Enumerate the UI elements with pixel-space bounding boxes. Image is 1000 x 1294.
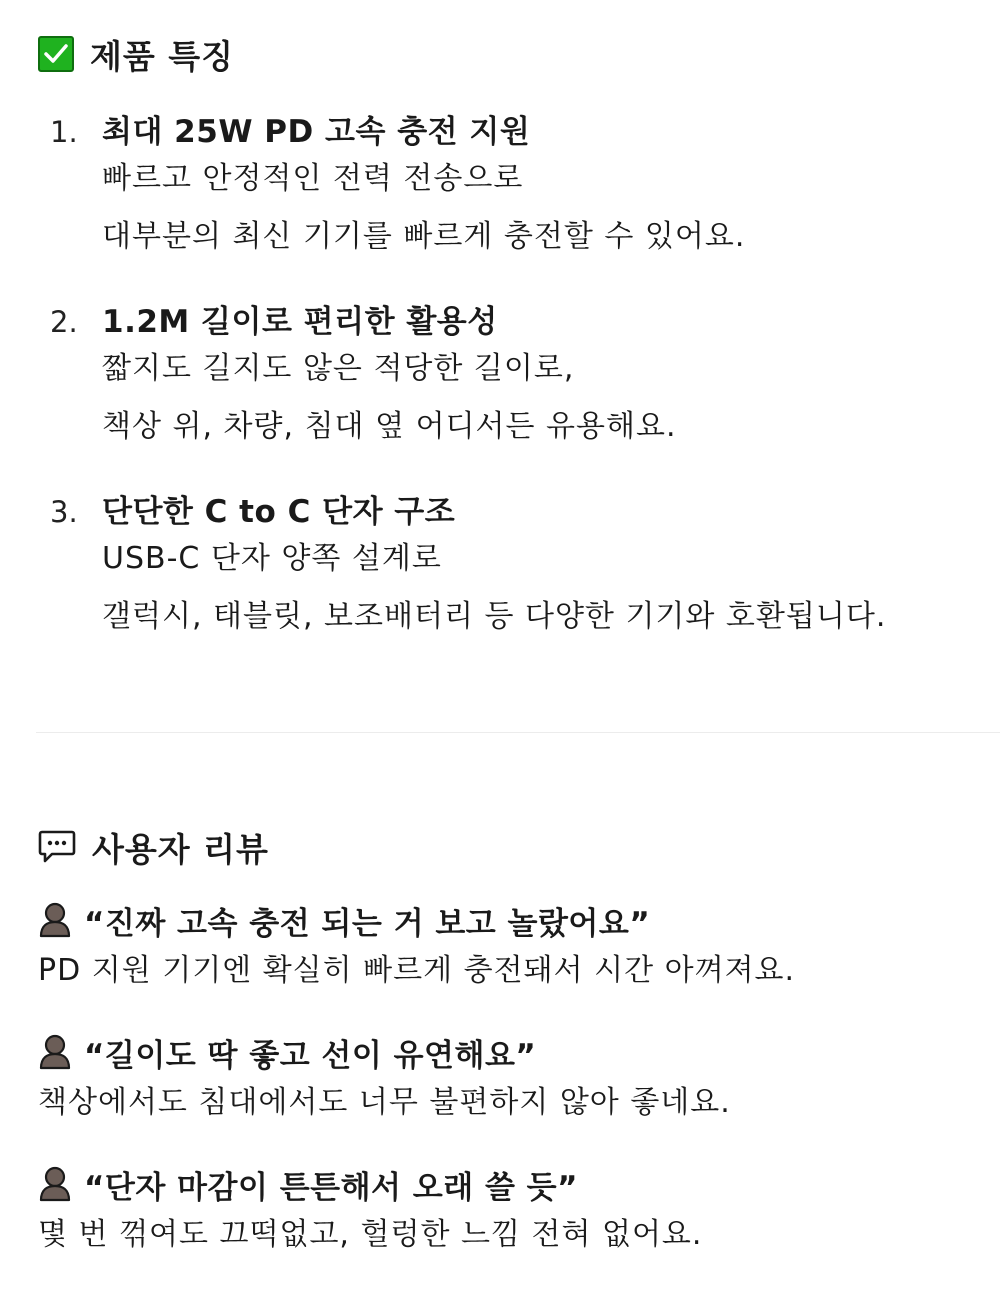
feature-description-line: 빠르고 안정적인 전력 전송으로 — [102, 161, 524, 196]
speech-bubble-icon — [38, 829, 76, 865]
feature-title: 1.2M 길이로 편리한 활용성 — [102, 304, 498, 340]
review-body: 몇 번 꺾여도 끄떡없고, 헐렁한 느낌 전혀 없어요. — [38, 1217, 703, 1252]
feature-description-line: 갤럭시, 태블릿, 보조배터리 등 다양한 기기와 호환됩니다. — [102, 599, 887, 634]
person-silhouette-icon — [38, 1034, 72, 1070]
review-item — [38, 1162, 988, 1264]
features-title: 제품 특징 — [90, 36, 235, 76]
feature-number: 2. — [50, 305, 78, 339]
feature-item — [50, 296, 980, 456]
review-body: 책상에서도 침대에서도 너무 불편하지 않아 좋네요. — [38, 1085, 731, 1120]
reviews-title: 사용자 리뷰 — [92, 829, 269, 869]
person-silhouette-icon — [38, 1166, 72, 1202]
section-divider — [36, 732, 1000, 733]
review-item — [38, 898, 988, 1000]
feature-title: 단단한 C to C 단자 구조 — [102, 494, 456, 530]
feature-description-line: 짧지도 길지도 않은 적당한 길이로, — [102, 351, 575, 386]
review-quote: “진짜 고속 충전 되는 거 보고 놀랐어요” — [84, 905, 651, 942]
feature-title: 최대 25W PD 고속 충전 지원 — [102, 114, 531, 150]
check-mark-button-icon — [38, 36, 74, 72]
review-quote: “단자 마감이 튼튼해서 오래 쓸 듯” — [84, 1169, 579, 1206]
reviews-header — [38, 826, 269, 868]
feature-number: 3. — [50, 495, 78, 529]
review-body: PD 지원 기기엔 확실히 빠르게 충전돼서 시간 아껴져요. — [38, 953, 796, 988]
feature-item — [50, 486, 980, 646]
feature-description-line: 책상 위, 차량, 침대 옆 어디서든 유용해요. — [102, 409, 677, 444]
feature-number: 1. — [50, 115, 78, 149]
person-silhouette-icon — [38, 902, 72, 938]
review-quote: “길이도 딱 좋고 선이 유연해요” — [84, 1037, 537, 1074]
feature-description-line: 대부분의 최신 기기를 빠르게 충전할 수 있어요. — [102, 219, 746, 254]
features-header — [38, 34, 234, 74]
feature-description-line: USB-C 단자 양쪽 설계로 — [102, 541, 442, 576]
review-item — [38, 1030, 988, 1132]
feature-item — [50, 106, 980, 266]
